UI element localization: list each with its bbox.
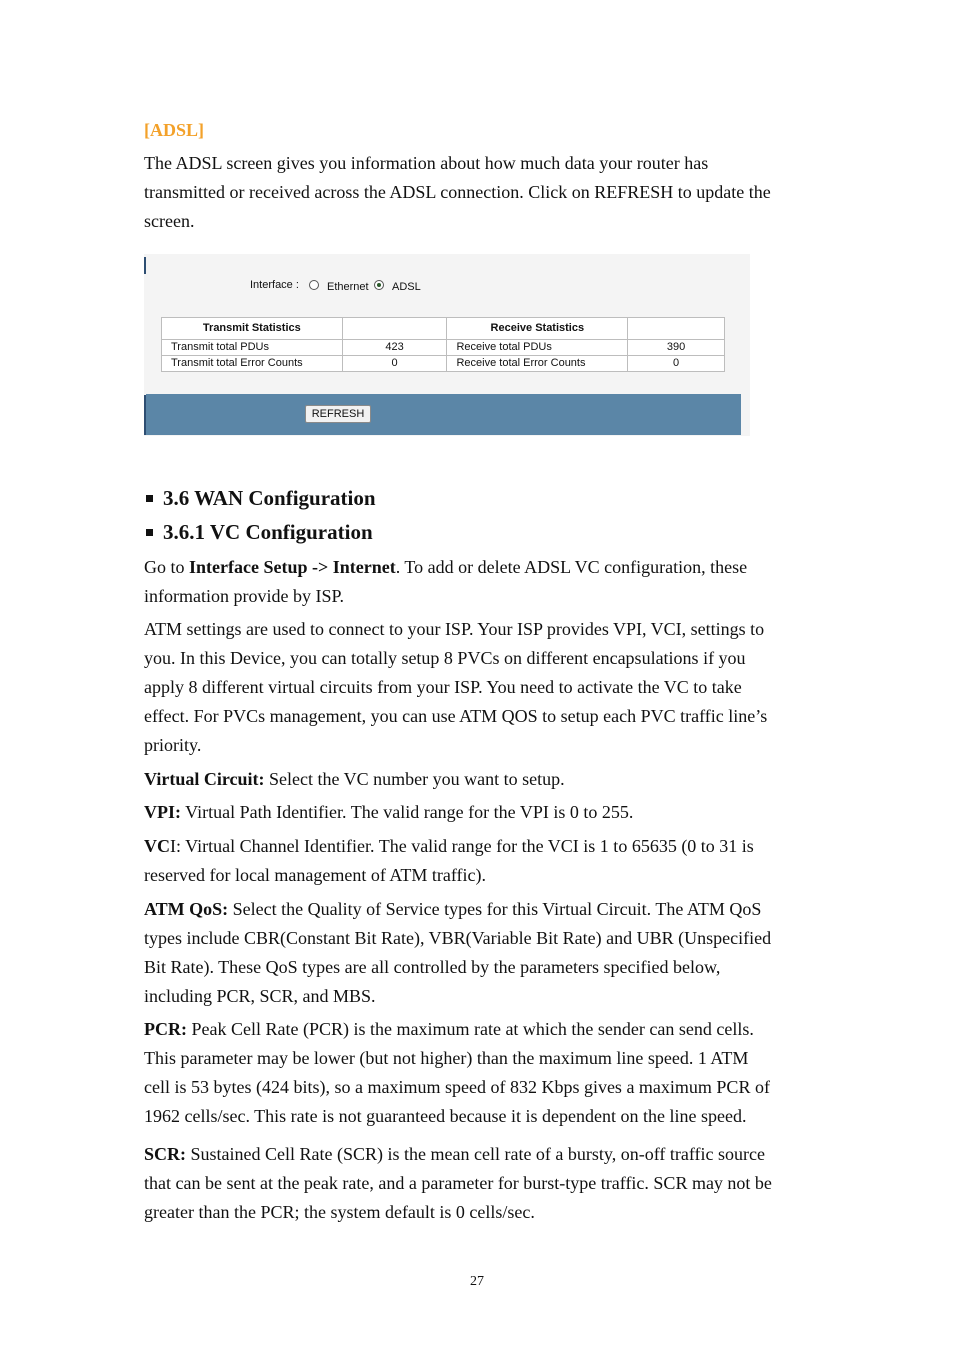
adsl-intro-line-1: The ADSL screen gives you information about how much data your router has (144, 153, 709, 173)
qos-line-2: types include CBR(Constant Bit Rate), VBR(Variable Bit Rate) and UBR (Unspecified (144, 928, 772, 948)
adsl-intro (144, 149, 810, 236)
atm-line-1: ATM settings are used to connect to your ISP. Your ISP provides VPI, VCI, settings to (144, 619, 765, 639)
atm-line-4: effect. For PVCs management, you can use ATM QOS to setup each PVC traffic line’s (144, 706, 768, 726)
adsl-radio-label: ADSL (392, 281, 421, 293)
term-scr: SCR: (144, 1144, 187, 1164)
atm-qos-paragraph (144, 895, 810, 1011)
bullet-icon (146, 495, 153, 502)
qos-text-1: Select the Quality of Service types for this Virtual Circuit. The ATM QoS (228, 899, 762, 919)
tx-value: 0 (342, 356, 447, 372)
table-row (162, 340, 725, 356)
vci-text-1: I: Virtual Channel Identifier. The valid range for the VCI is 1 to 65635 (0 to 31 is (170, 836, 754, 856)
heading-vc-configuration (146, 520, 373, 545)
virtual-circuit-text: Select the VC number you want to setup. (264, 769, 565, 789)
rx-label: Receive total PDUs (447, 340, 628, 356)
statistics-table (161, 317, 725, 372)
term-vci: VC (144, 836, 170, 856)
goto-menu-path: Interface Setup -> Internet (189, 557, 396, 577)
statistics-header-row (162, 318, 725, 340)
term-pcr: PCR: (144, 1019, 187, 1039)
transmit-statistics-header: Transmit Statistics (162, 318, 343, 340)
vci-line-2: reserved for local management of ATM traffic). (144, 865, 487, 885)
goto-paragraph (144, 553, 810, 611)
adsl-radio[interactable] (374, 280, 384, 290)
goto-prefix: Go to (144, 557, 189, 577)
bullet-icon (146, 529, 153, 536)
term-atm-qos: ATM QoS: (144, 899, 229, 919)
empty-header-cell (628, 318, 725, 340)
vpi-text: Virtual Path Identifier. The valid range for the VPI is 0 to 255. (181, 802, 634, 822)
adsl-intro-line-3: screen. (144, 211, 195, 231)
virtual-circuit-paragraph (144, 765, 810, 794)
ethernet-radio[interactable] (309, 280, 319, 290)
scr-text-1: Sustained Cell Rate (SCR) is the mean cell rate of a bursty, on-off traffic source (186, 1144, 766, 1164)
tx-label: Transmit total Error Counts (162, 356, 343, 372)
tx-value: 423 (342, 340, 447, 356)
atm-line-5: priority. (144, 735, 202, 755)
pcr-line-2: This parameter may be lower (but not higher) than the maximum line speed. 1 ATM (144, 1048, 749, 1068)
table-row (162, 356, 725, 372)
pcr-line-3: cell is 53 bytes (424 bits), so a maximum speed of 832 Kbps gives a maximum PCR of (144, 1077, 770, 1097)
heading-wan-text: 3.6 WAN Configuration (163, 486, 376, 510)
tx-label: Transmit total PDUs (162, 340, 343, 356)
atm-paragraph (144, 615, 810, 760)
page-number: 27 (470, 1274, 484, 1289)
refresh-button[interactable]: REFRESH (305, 405, 371, 423)
interface-label: Interface : (250, 279, 299, 291)
screenshot-left-accent (144, 257, 146, 274)
atm-line-2: you. In this Device, you can totally setup 8 PVCs on different encapsulations if you (144, 648, 746, 668)
vpi-paragraph (144, 798, 810, 827)
section-tag-adsl: [ADSL] (144, 120, 205, 140)
atm-line-3: apply 8 different virtual circuits from your ISP. You need to activate the VC to take (144, 677, 742, 697)
pcr-paragraph (144, 1015, 810, 1131)
empty-header-cell (342, 318, 447, 340)
ethernet-radio-label: Ethernet (327, 281, 369, 293)
receive-statistics-header: Receive Statistics (447, 318, 628, 340)
term-virtual-circuit: Virtual Circuit: (144, 769, 265, 789)
rx-label: Receive total Error Counts (447, 356, 628, 372)
rx-value: 0 (628, 356, 725, 372)
heading-vc-text: 3.6.1 VC Configuration (163, 520, 373, 544)
goto-line-2: information provide by ISP. (144, 586, 344, 606)
heading-wan-configuration (146, 486, 376, 511)
scr-paragraph (144, 1140, 810, 1227)
vci-paragraph (144, 832, 810, 890)
rx-value: 390 (628, 340, 725, 356)
qos-line-3: Bit Rate). These QoS types are all controlled by the parameters specified below, (144, 957, 721, 977)
qos-line-4: including PCR, SCR, and MBS. (144, 986, 376, 1006)
pcr-text-1: Peak Cell Rate (PCR) is the maximum rate at which the sender can send cells. (187, 1019, 754, 1039)
term-vpi: VPI: (144, 802, 181, 822)
screenshot-footer-bar (146, 394, 741, 435)
goto-rest: . To add or delete ADSL VC configuration, these (395, 557, 748, 577)
pcr-line-4: 1962 cells/sec. This rate is not guaranteed because it is dependent on the line speed. (144, 1106, 747, 1126)
scr-line-3: greater than the PCR; the system default is 0 cells/sec. (144, 1202, 535, 1222)
scr-line-2: that can be sent at the peak rate, and a parameter for burst-type traffic. SCR may not be (144, 1173, 772, 1193)
adsl-intro-line-2: transmitted or received across the ADSL connection. Click on REFRESH to update the (144, 182, 771, 202)
